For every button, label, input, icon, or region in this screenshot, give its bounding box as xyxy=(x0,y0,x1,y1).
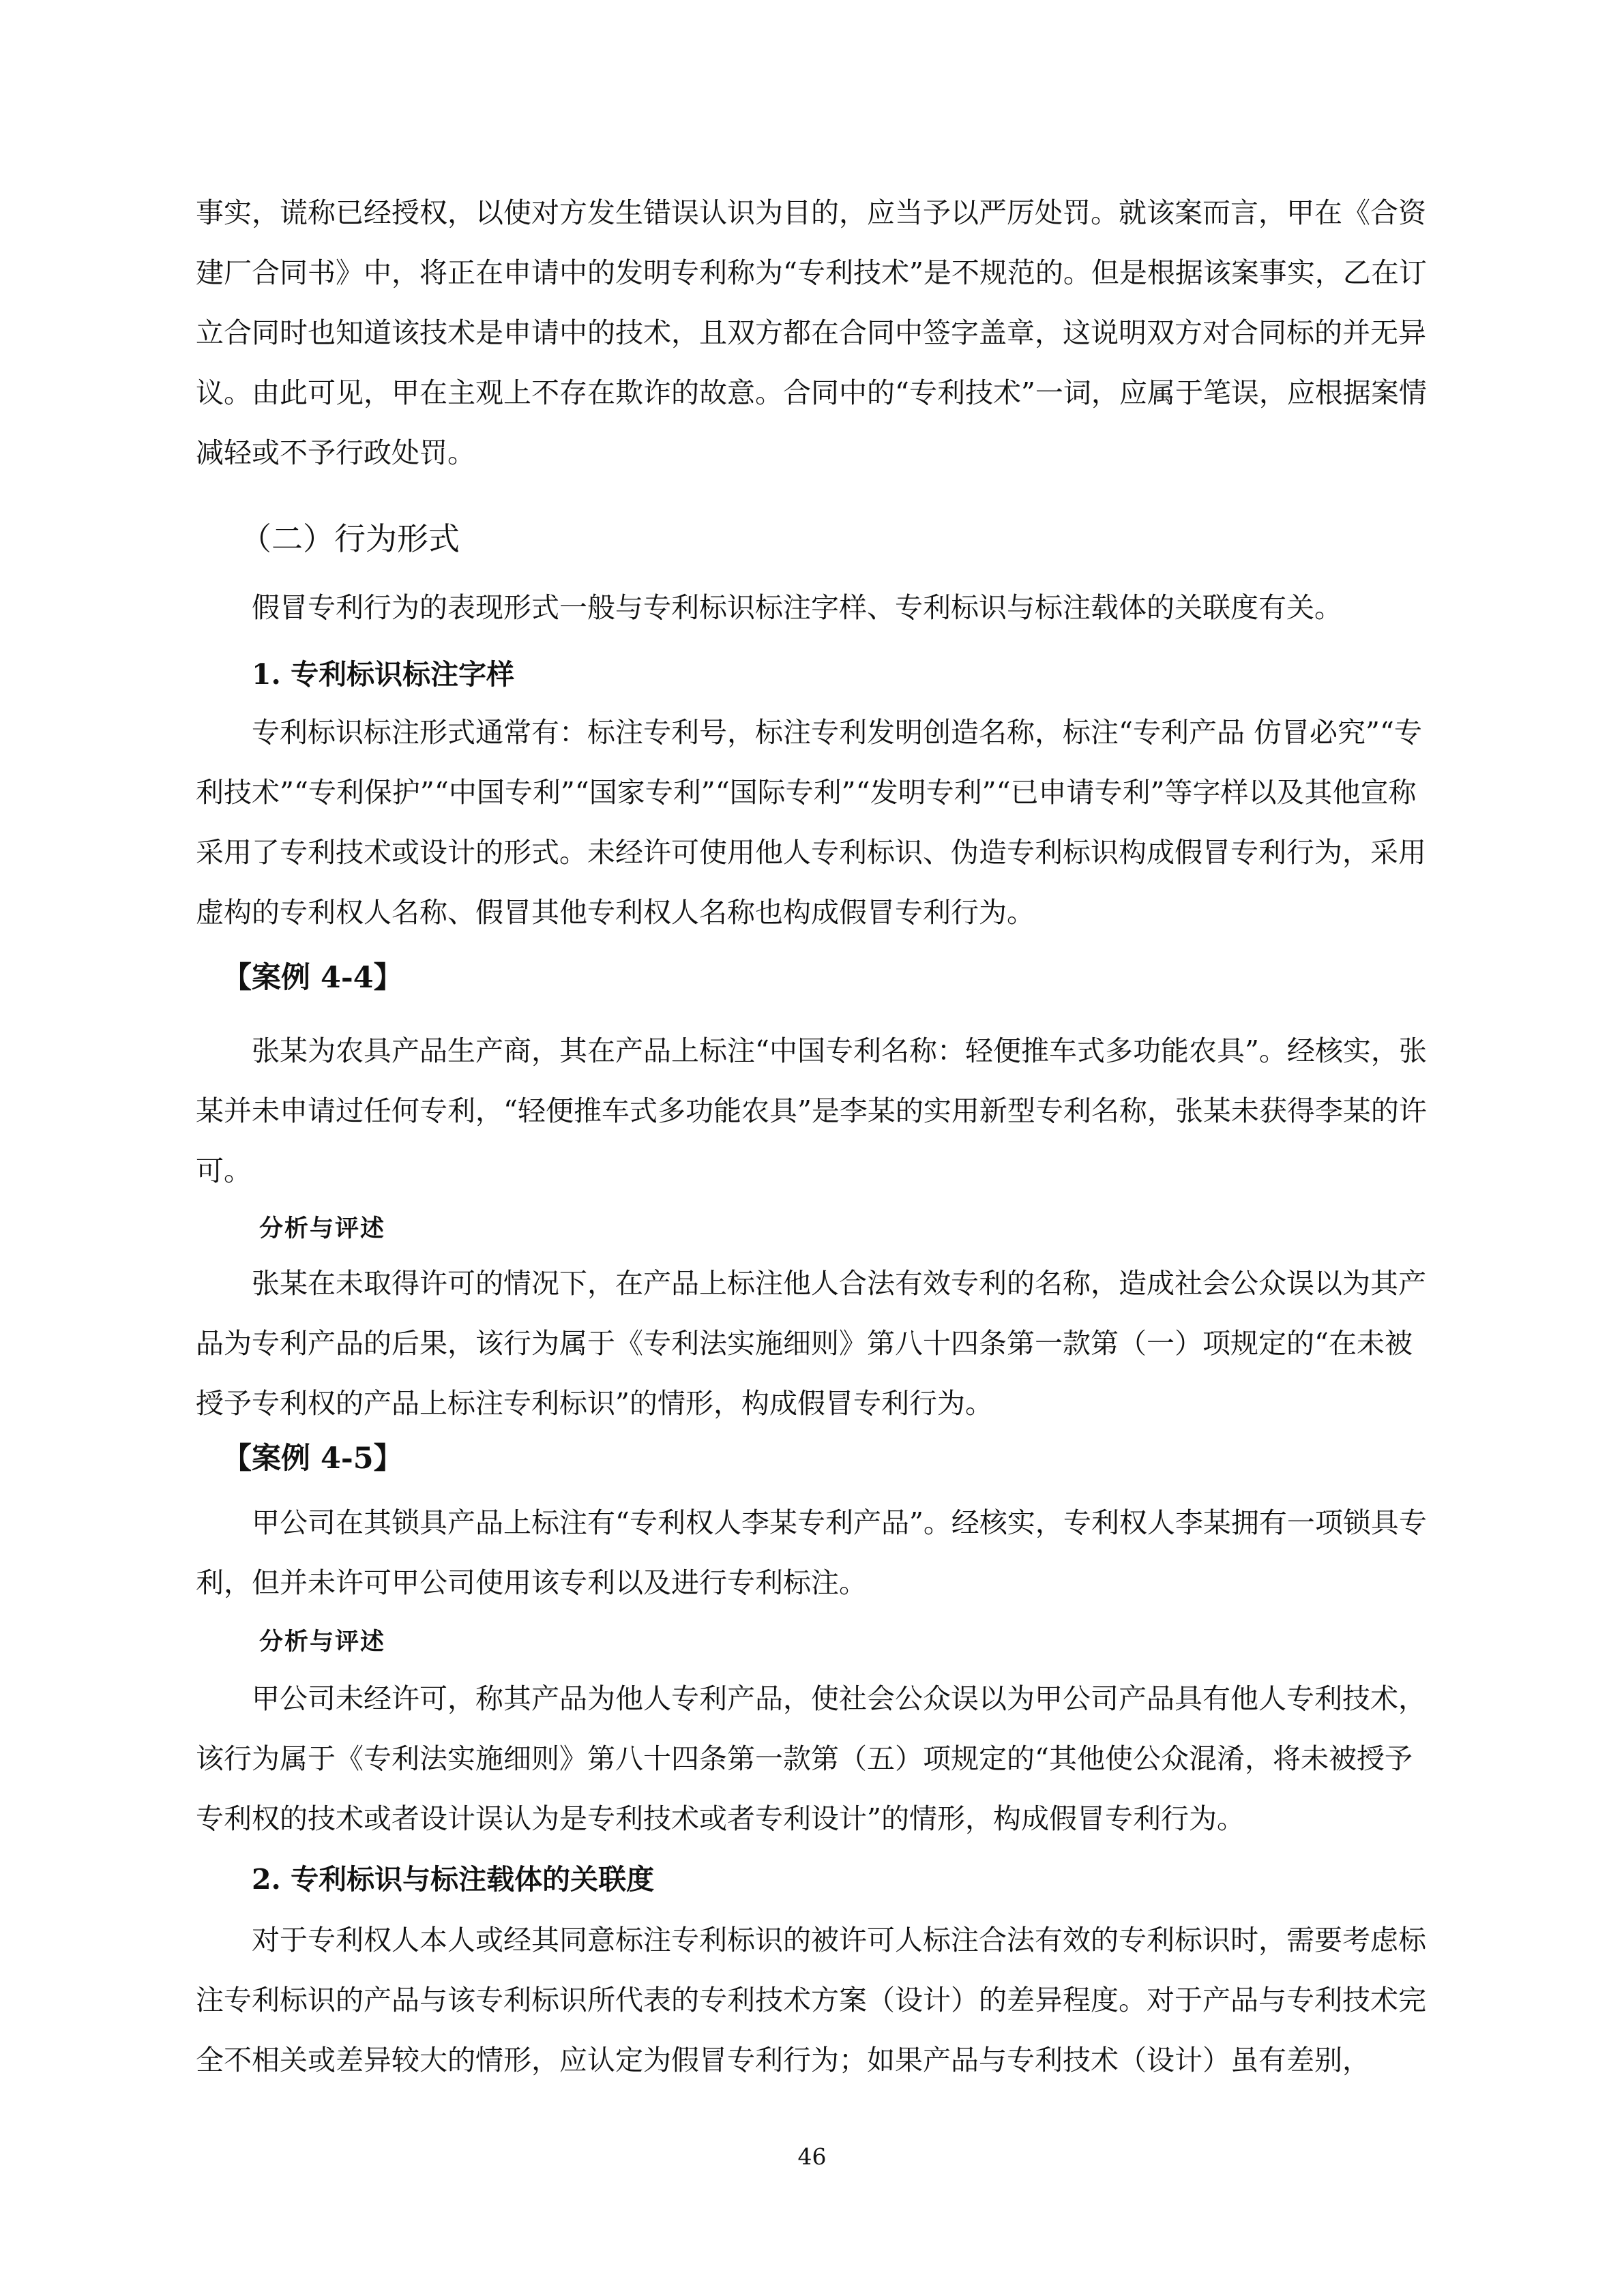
paragraph-case-4-5: 甲公司在其锁具产品上标注有“专利权人李某专利产品”。经核实，专利权人李某拥有一项锁具专利，但并未许可甲公司使用该专利以及进行专利标注。 xyxy=(196,1506,1427,1599)
page-number: 46 xyxy=(797,2143,827,2170)
paragraph-intro-continuation: 事实，谎称已经授权，以使对方发生错误认识为目的，应当予以严厉处罚。就该案而言，甲在《合资建厂合同书》中，将正在申请中的发明专利称为“专利技术”是不规范的。但是根据该案事实，乙在订立合同时也知道该技术是申请中的技术，且双方都在合同中签字盖章，这说明双方对合同标的并无异议。由此可见，甲在主观上不存在欺诈的故意。合同中的“专利技术”一词，应属于笔误，应根据案情减轻或不予行政处罚。 xyxy=(196,196,1427,469)
paragraph-case-4-4: 张某为农具产品生产商，其在产品上标注“中国专利名称：轻便推车式多功能农具”。经核实，张某并未申请过任何专利，“轻便推车式多功能农具”是李某的实用新型专利名称，张某未获得李某的许可。 xyxy=(196,1034,1427,1187)
subsection-title-marking-relevance: 2. 专利标识与标注载体的关联度 xyxy=(252,1863,655,1896)
case-title-4-4: 【案例 4-4】 xyxy=(222,961,403,995)
analysis-title-case-4-5: 分析与评述 xyxy=(259,1628,386,1656)
analysis-title-case-4-4: 分析与评述 xyxy=(259,1214,386,1242)
paragraph-behavior-forms: 假冒专利行为的表现形式一般与专利标识标注字样、专利标识与标注载体的关联度有关。 xyxy=(252,591,1342,624)
paragraph-marking-wording: 专利标识标注形式通常有：标注专利号，标注专利发明创造名称，标注“专利产品 仿冒必究”“专利技术”“专利保护”“中国专利”“国家专利”“国际专利”“发明专利”“已申请专利”等字样以及其他宣称采用了专利技术或设计的形式。未经许可使用他人专利标识、伪造专利标识构成假冒专利行为，采用虚构的专利权人名称、假冒其他专利权人名称也构成假冒专利行为。 xyxy=(196,716,1426,929)
subsection-title-marking-wording: 1. 专利标识标注字样 xyxy=(252,658,515,691)
paragraph-marking-relevance: 对于专利权人本人或经其同意标注专利标识的被许可人标注合法有效的专利标识时，需要考虑标注专利标识的产品与该专利标识所代表的专利技术方案（设计）的差异程度。对于产品与专利技术完全不相关或差异较大的情形，应认定为假冒专利行为；如果产品与专利技术（设计）虽有差别， xyxy=(196,1924,1426,2076)
case-title-4-5: 【案例 4-5】 xyxy=(222,1442,403,1476)
paragraph-analysis-case-4-4: 张某在未取得许可的情况下，在产品上标注他人合法有效专利的名称，造成社会公众误以为其产品为专利产品的后果，该行为属于《专利法实施细则》第八十四条第一款第（一）项规定的“在未被授予专利权的产品上标注专利标识”的情形，构成假冒专利行为。 xyxy=(196,1267,1426,1420)
paragraph-analysis-case-4-5: 甲公司未经许可，称其产品为他人专利产品，使社会公众误以为甲公司产品具有他人专利技术，该行为属于《专利法实施细则》第八十四条第一款第（五）项规定的“其他使公众混淆，将未被授予专利权的技术或者设计误认为是专利技术或者专利设计”的情形，构成假冒专利行为。 xyxy=(196,1682,1426,1835)
section-title-behavior-forms: （二）行为形式 xyxy=(240,520,460,557)
